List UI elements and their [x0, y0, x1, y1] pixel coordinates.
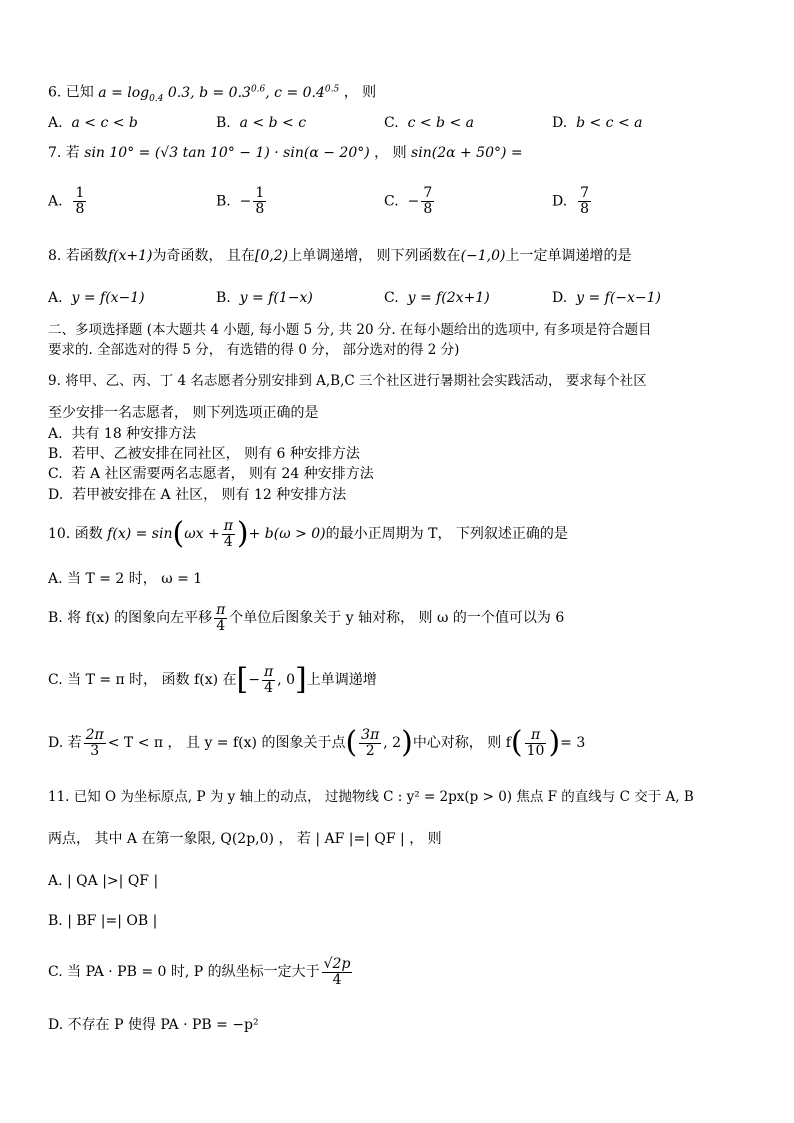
section2-header-line1: 二、多项选择题 (本大题共 4 小题, 每小题 5 分, 共 20 分. 在每小题给出的选项中, 有多项是符合题目 [48, 322, 652, 338]
q10-option-a: A. 当 T = 2 时， ω = 1 [48, 571, 203, 587]
q11-stem-line1: 11. 已知 O 为坐标原点, P 为 y 轴上的动点， 过抛物线 C : y² = 2px(p > 0) 焦点 F 的直线与 C 交于 A, B [48, 789, 694, 805]
q6-stem: 6. 已知 $a = \log_{0.4} 0.3$, $b = 0.3^{0.6}$, $c = 0.4^{0.5}$ ， 则 [48, 84, 377, 104]
q11-option-a: A. | QA |>| QF | [48, 873, 159, 889]
q9-option-a: A. 共有 18 种安排方法 [48, 426, 197, 442]
q9-option-d: D. 若甲被安排在 A 社区， 则有 12 种安排方法 [48, 487, 347, 503]
q8-option-c: C. y = f(2x+1) [384, 290, 490, 306]
q7-option-c: C. − $\frac{7}{8}$ [384, 185, 433, 217]
q9-stem-line2: 至少安排一名志愿者， 则下列选项正确的是 [48, 405, 319, 421]
q7-option-b: B. − $\frac{1}{8}$ [216, 185, 265, 217]
q6-option-d: D. b < c < a [552, 115, 643, 131]
q10-option-b: B. 将 f(x) 的图象向左平移 $\frac{\pi}{4}$ 个单位后图象关于 y 轴对称， 则 ω 的一个值可以为 6 [48, 601, 565, 634]
q7-option-d: D. $\frac{7}{8}$ [552, 185, 590, 217]
q6-option-c: C. c < b < a [384, 115, 474, 131]
q8-option-d: D. y = f(−x−1) [552, 290, 662, 306]
q9-option-b: B. 若甲、乙被安排在同社区， 则有 6 种安排方法 [48, 446, 360, 462]
q7-option-a: A. $\frac{1}{8}$ [48, 185, 85, 217]
q8-option-b: B. y = f(1−x) [216, 290, 313, 306]
q10-option-c: C. 当 T = π 时， 函数 f(x) 在[− $\frac{\pi}{4}$ , 0]上单调递增 [48, 662, 377, 697]
q11-stem-line2: 两点， 其中 A 在第一象限, Q(2p,0) ， 若 | AF |=| QF | ， 则 [48, 831, 442, 847]
q8-option-a: A. y = f(x−1) [48, 290, 145, 306]
q9-option-c: C. 若 A 社区需要两名志愿者， 则有 24 种安排方法 [48, 466, 374, 482]
q8-stem: 8. 若函数f(x+1)为奇函数， 且在[0,2)上单调递增， 则下列函数在(−1,0)上一定单调递增的是 [48, 248, 632, 264]
q6-option-b: B. a < b < c [216, 115, 307, 131]
q10-stem: 10. 函数 f(x) = sin(ωx + $\frac{\pi}{4}$ )+ b(ω > 0)的最小正周期为 T， 下列叙述正确的是 [48, 516, 568, 551]
q6-option-a: A. a < c < b [48, 115, 138, 131]
q11-option-c: C. 当 PA · PB = 0 时, P 的纵坐标一定大于 $\frac{√2p}{4}$ [48, 955, 351, 988]
section2-header-line2: 要求的. 全部选对的得 5 分， 有选错的得 0 分， 部分选对的得 2 分) [48, 342, 460, 358]
q11-option-d: D. 不存在 P 使得 PA · PB = −p² [48, 1017, 259, 1033]
q10-option-d: D. 若 $\frac{2\pi}{3}$ < T < π ， 且 y = f(x) 的图象关于点( $\frac{3\pi}{2}$ , 2)中心对称， 则 f( $\frac{\pi}{10}$ )= 3 [48, 725, 586, 760]
q9-stem-line1: 9. 将甲、乙、丙、丁 4 名志愿者分别安排到 A,B,C 三个社区进行暑期社会实践活动， 要求每个社区 [48, 373, 647, 389]
q7-stem: 7. 若 sin 10° = (√3 tan 10° − 1) · sin(α − 20°) ， 则 sin(2α + 50°) = [48, 145, 523, 161]
q11-option-b: B. | BF |=| OB | [48, 913, 158, 929]
